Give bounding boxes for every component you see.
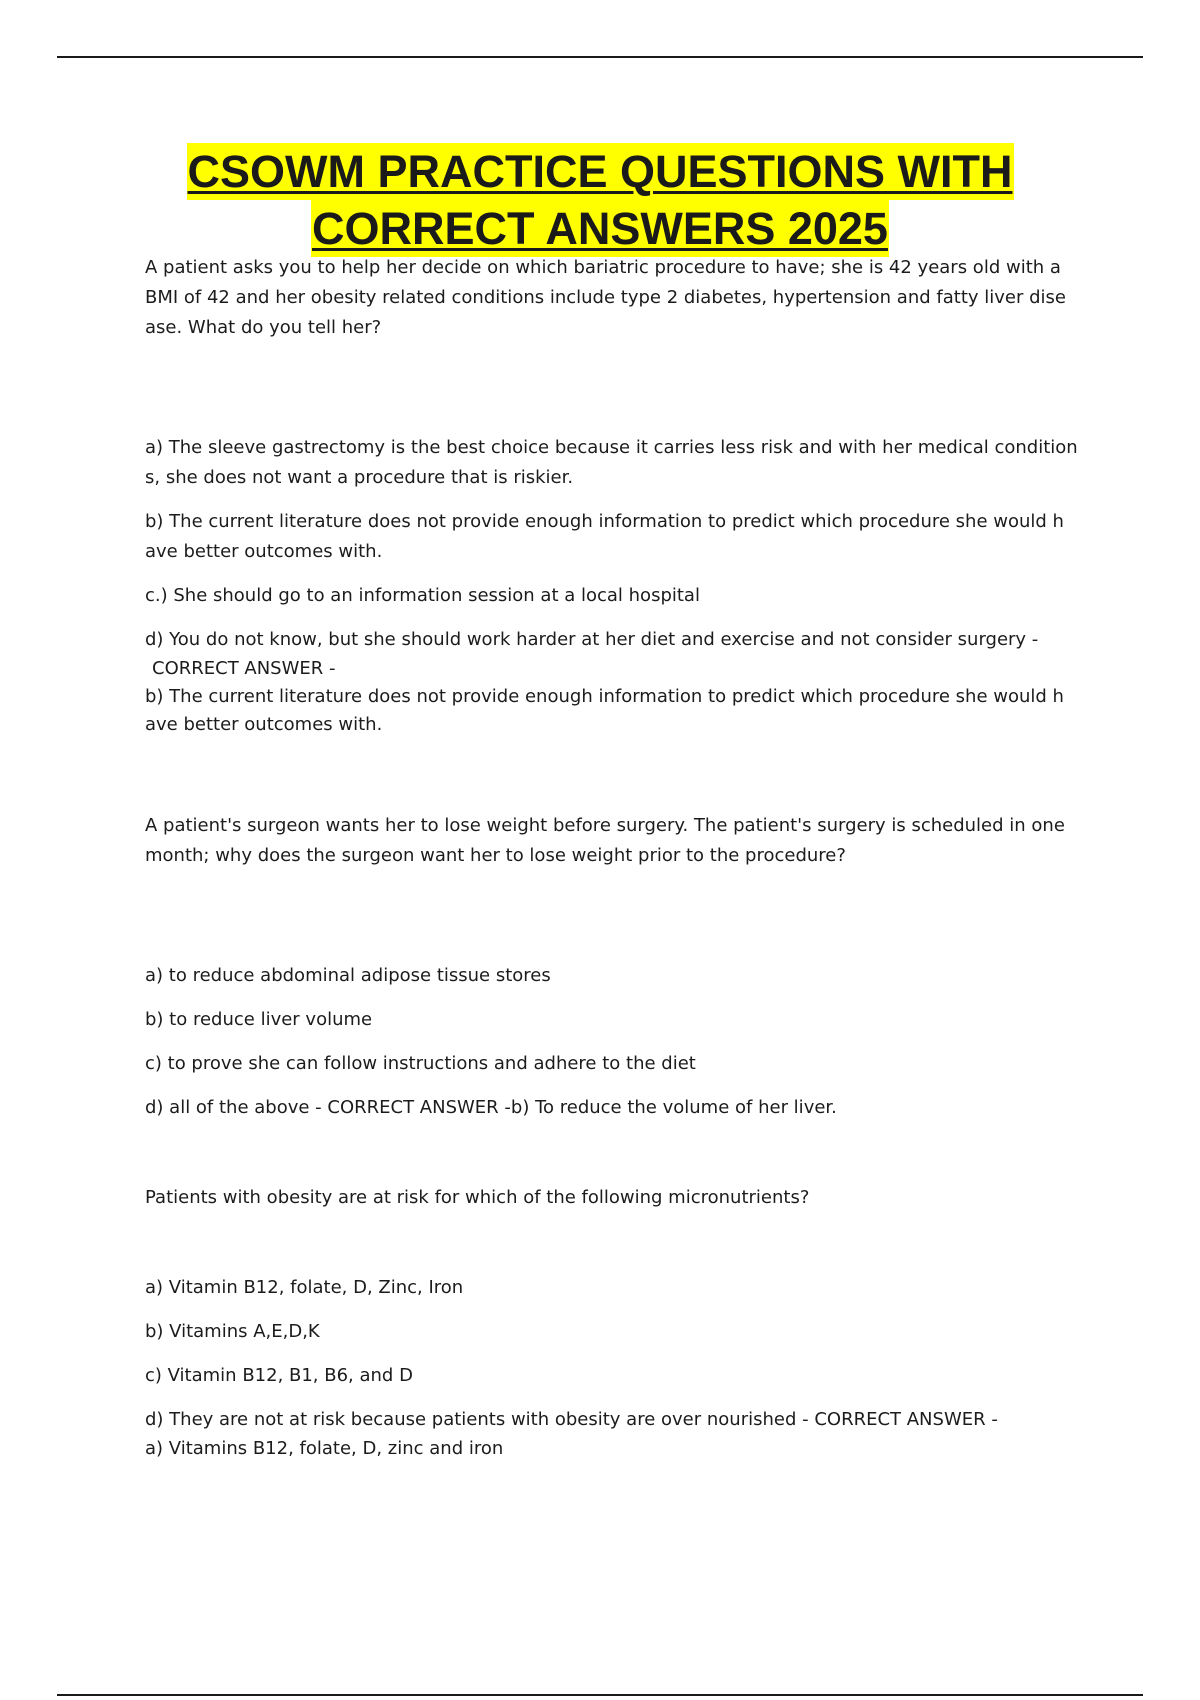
correct-answer: b) The current literature does not provide enough information to predict which procedure she would h ave better outcomes with. — [145, 686, 1064, 735]
question-2 — [145, 811, 1090, 1123]
option-c: c.) She should go to an information session at a local hospital — [145, 585, 700, 606]
question-stem: A patient asks you to help her decide on which bariatric procedure to have; she is 42 years old with a BMI of 42 and her obesity related conditions include type 2 diabetes, hypertension and fatty liver dise ase. What do you tell her? — [145, 257, 1066, 338]
option-d: d) You do not know, but she should work harder at her diet and exercise and not consider surgery - — [145, 629, 1039, 650]
document-body — [145, 253, 1090, 1463]
question-stem: Patients with obesity are at risk for which of the following micronutrients? — [145, 1187, 810, 1208]
option-c: c) Vitamin B12, B1, B6, and D — [145, 1365, 413, 1386]
option-d-with-answer: d) all of the above - CORRECT ANSWER -b) To reduce the volume of her liver. — [145, 1097, 837, 1118]
option-d: d) They are not at risk because patients with obesity are over nourished - CORRECT ANSWER - — [145, 1409, 998, 1430]
question-1 — [145, 253, 1090, 739]
title-line-1: CSOWM PRACTICE QUESTIONS WITH — [187, 143, 1014, 200]
title-line-2: CORRECT ANSWERS 2025 — [311, 200, 889, 257]
bottom-rule — [57, 1694, 1143, 1696]
top-rule — [57, 56, 1143, 58]
option-a: a) to reduce abdominal adipose tissue stores — [145, 965, 551, 986]
correct-answer-label: CORRECT ANSWER - — [152, 658, 336, 679]
option-a: a) Vitamin B12, folate, D, Zinc, Iron — [145, 1277, 464, 1298]
option-b: b) The current literature does not provide enough information to predict which procedure she would h ave better outcomes with. — [145, 511, 1064, 562]
question-stem: A patient's surgeon wants her to lose weight before surgery. The patient's surgery is scheduled in one month; why does the surgeon want her to lose weight prior to the procedure? — [145, 815, 1065, 866]
option-c: c) to prove she can follow instructions and adhere to the diet — [145, 1053, 696, 1074]
option-b: b) Vitamins A,E,D,K — [145, 1321, 320, 1342]
question-3 — [145, 1183, 1090, 1463]
correct-answer: a) Vitamins B12, folate, D, zinc and iron — [145, 1438, 504, 1459]
option-a: a) The sleeve gastrectomy is the best choice because it carries less risk and with her medical condition s, she does not want a procedure that is riskier. — [145, 437, 1078, 488]
option-b: b) to reduce liver volume — [145, 1009, 373, 1030]
document-title — [0, 143, 1200, 257]
